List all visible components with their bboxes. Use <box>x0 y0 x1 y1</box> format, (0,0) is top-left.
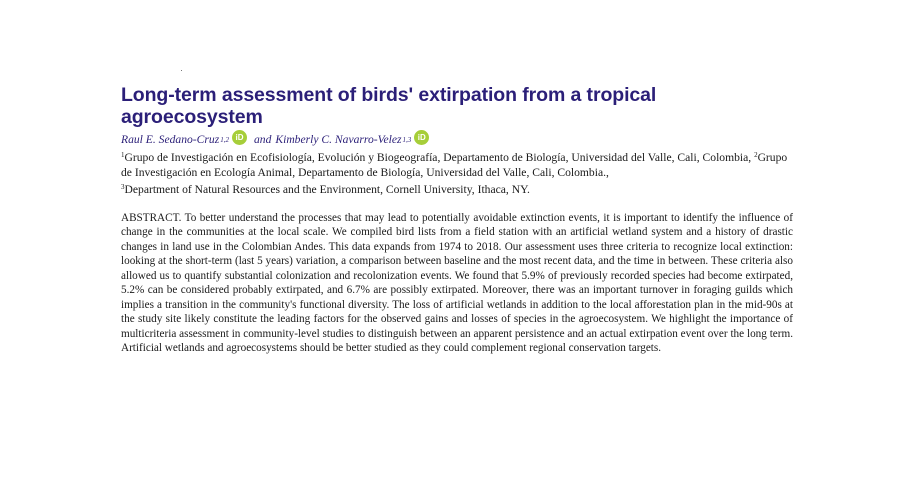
orcid-icon[interactable]: iD <box>414 130 429 145</box>
abstract-text: ABSTRACT. To better understand the processes that may lead to potentially avoidable extinction events, it is important to identify the influence of change in the communities at the local scale. We compiled bird lists from a field station with an artificial wetland system and a history of drastic changes in land use in the Colombian Andes. This data expands from 1974 to 2018. Our assessment uses three criteria to recognize local extinction: looking at the short-term (last 5 years) variation, a comparison between baseline and the most recent data, and the time in between. These criteria also allowed us to quantify substantial colonization and recolonization events. We found that 5.9% of previously recorded species had become extirpated, 5.2% can be considered probably extirpated, and 6.7% are possibly extirpated. Moreover, there was an important turnover in foraging guilds which implies a transition in the community's functional diversity. The loss of artificial wetlands in addition to the local afforestation plan in the mid-90s at the study site likely constitute the leading factors for the observed gains and losses of species in the agroecosystem. We highlight the importance of multicriteria assessment in community-level studies to distinguish between an apparent persistence and an actual extirpation event over the long term. Artificial wetlands and agroecosystems should be better studied as they could complement regional conservation targets. <box>121 211 793 354</box>
affiliation-text: Department of Natural Resources and the Environment, Cornell University, Ithaca, NY. <box>124 183 530 196</box>
orcid-icon[interactable]: iD <box>232 130 247 145</box>
affil-mark: 1 <box>121 151 125 159</box>
stray-mark <box>181 70 182 71</box>
affil-mark: 3 <box>121 183 125 191</box>
affiliation-text: Grupo de Investigación en Ecofisiología, Evolución y Biogeografía, Departamento de Biología, Universidad del Valle, Cali, Colombia, <box>124 151 755 164</box>
affiliation-text: Grupo de Investigación en Ecología Animal, Departamento de Biología, Universidad del Valle, Cali, Colombia., <box>121 151 788 179</box>
author-affil-marks-2: 1,3 <box>402 136 412 144</box>
affiliations <box>121 148 793 198</box>
author-affil-marks-1: 1,2 <box>220 136 229 144</box>
author-name-1[interactable]: Raul E. Sedano-Cruz <box>121 133 220 146</box>
author-name-2[interactable]: Kimberly C. Navarro-Velez <box>275 133 402 146</box>
paper-title: Long-term assessment of birds' extirpation from a tropical agroecosystem <box>121 84 657 128</box>
author-joiner: and <box>253 133 272 146</box>
paper-header <box>121 84 793 367</box>
affil-mark: 2 <box>754 151 758 159</box>
author-list <box>121 132 793 148</box>
